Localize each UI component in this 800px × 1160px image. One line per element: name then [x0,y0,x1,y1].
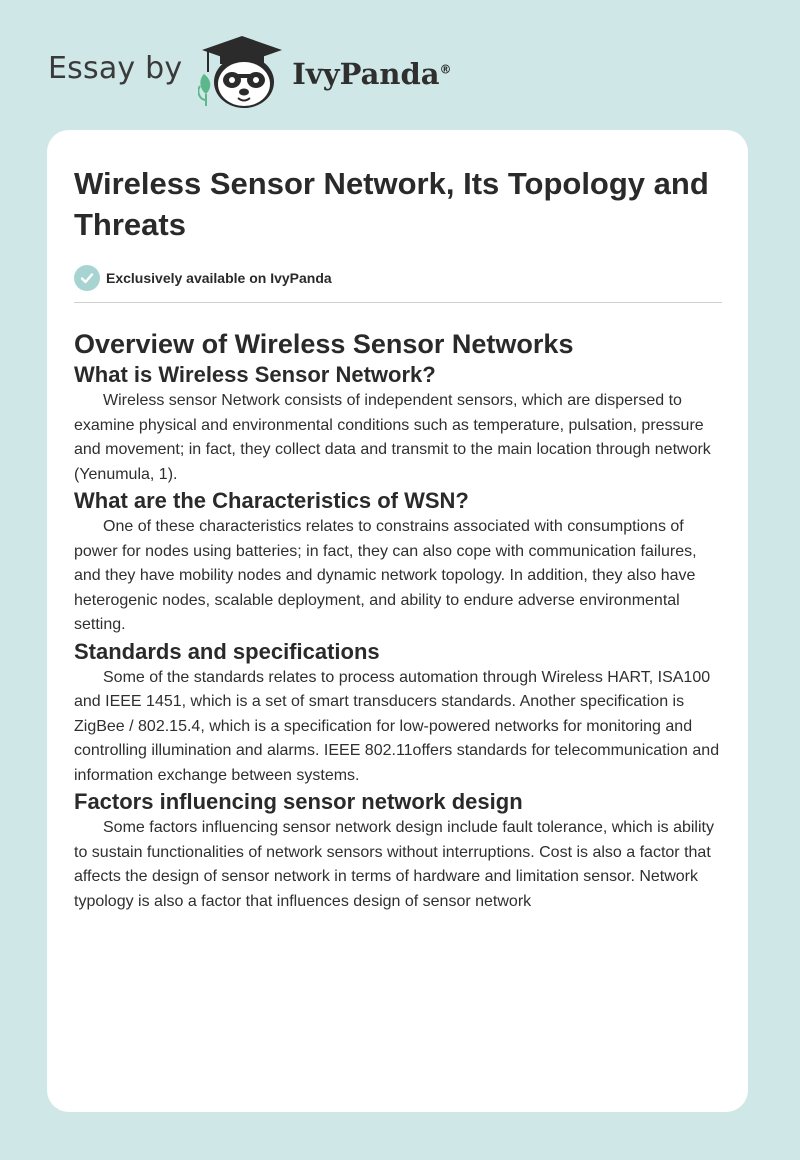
essay-title: Wireless Sensor Network, Its Topology and Threats [74,166,709,242]
subsection-heading: What is Wireless Sensor Network? [74,362,436,387]
exclusive-badge [74,264,722,292]
brand-logo-link[interactable] [48,34,452,110]
essay-content [74,163,722,914]
paragraph: Some factors influencing sensor network design include fault tolerance, which is ability to sustain functionalities of network sensors without interruptions. Cost is also a factor that affects the design of sensor network in terms of hardware and limitation sensor. Network typology is also a factor that influences design of sensor network [74,819,714,910]
brand-prefix: Essay by [48,50,183,86]
subsection-heading: What are the Characteristics of WSN? [74,488,469,513]
subsection-heading: Standards and specifications [74,638,380,664]
essay-card [47,130,748,1112]
paragraph: Wireless sensor Network consists of independent sensors, which are dispersed to examine physical and environmental conditions such as temperature, pulsation, pressure and movement; in fact, they collect data and transmit to the main location through network (Yenumula, 1). [74,392,711,483]
panda-graduate-icon [198,34,286,110]
divider [74,302,722,303]
exclusive-label: Exclusively available on IvyPanda [106,270,332,286]
registered-mark: ® [439,62,452,77]
paragraph: One of these characteristics relates to constrains associated with consumptions of power for nodes using batteries; in fact, they can also cope with communication failures, and they have mobility nodes and dynamic network topology. In addition, they also have heterogenic nodes, scalable deployment, and ability to endure adverse environmental setting. [74,518,697,633]
check-circle-icon [74,265,100,291]
site-header [0,0,800,130]
brand-name: IvyPanda® [292,57,452,91]
section-heading: Overview of Wireless Sensor Networks [74,329,574,359]
subsection-heading: Factors influencing sensor network design [74,789,523,814]
paragraph: Some of the standards relates to process automation through Wireless HART, ISA100 and IEEE 1451, which is a set of smart transducers standards. Another specification is ZigBee / 802.15.4, which is a specification for low-powered networks for monitoring and controlling illumination and alarms. IEEE 802.11offers standards for telecommunication and information exchange between systems. [74,668,720,784]
